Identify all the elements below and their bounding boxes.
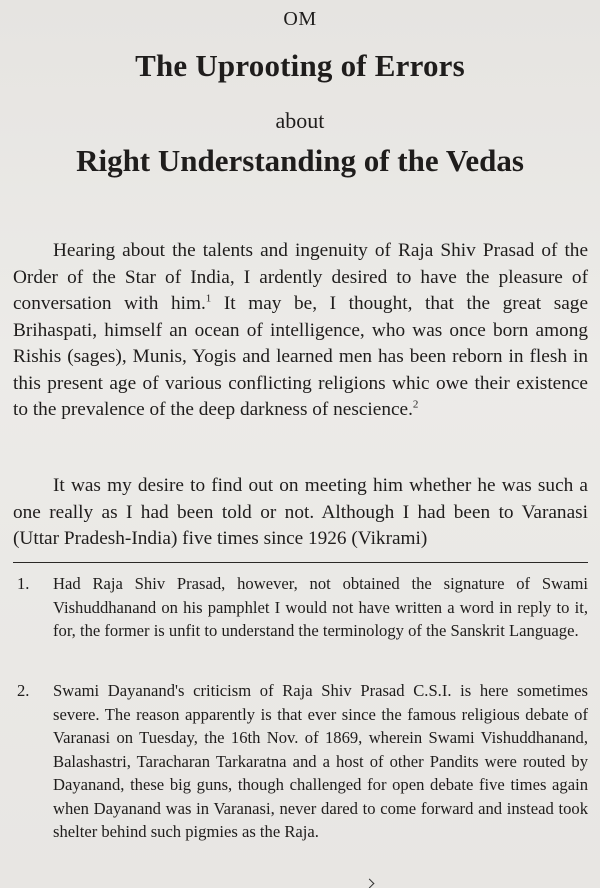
footnote-ref-1: 1 — [205, 292, 212, 305]
paragraph-1-part-a: Hearing about the talents and ingenuity of Raja Shiv Prasad of the Order of the Star of India, I ardently desired to have the pleasure of conversation with him. — [13, 240, 588, 314]
footnote-divider — [13, 562, 588, 563]
paragraph-1 — [13, 238, 588, 424]
footnote-ref-2: 2 — [412, 398, 419, 411]
footnote-2 — [13, 679, 588, 844]
footnote-1-text: Had Raja Shiv Prasad, however, not obtained the signature of Swami Vishuddhanand on his pamphlet I would not have written a word in reply to it, for, the former is unfit to understand the terminology of the Sanskrit Language. — [53, 574, 588, 640]
paragraph-1-part-b: It may be, I thought, that the great sage Brihaspati, himself an ocean of intelligence, who was once born among Rishis (sages), Munis, Yogis and learned men has been reborn in flesh in this present age of various conflicting religions whic owe their existence to the prevalence of the deep darkness of nescience. — [13, 293, 588, 420]
page-subtitle: Right Understanding of the Vedas — [76, 143, 524, 178]
footnote-1-number: 1. — [17, 574, 30, 593]
paragraph-2: It was my desire to find out on meeting him whether he was such a one really as I had been told or not. Although I had been to Varanasi (Uttar Pradesh-India) five times since 1926 (Vikrami) — [13, 475, 588, 549]
chevron-mark-icon — [365, 879, 375, 888]
footnote-1 — [13, 572, 588, 643]
footnote-2-text: Swami Dayanand's criticism of Raja Shiv Prasad C.S.I. is here sometimes severe. The reason apparently is that ever since the famous religious debate of Varanasi on Tuesday, the 16th Nov. of 1869, wherein Swami Vishuddhanand, Balashastri, Taracharan Tarkaratna and a host of other Pandits were routed by Dayanand, these big guns, though challenged for open debate five times again when Dayanand was in Varanasi, never dared to come forward and instead took shelter behind such pigmies as the Raja. — [53, 681, 588, 841]
footnote-2-number: 2. — [17, 681, 30, 700]
page-title: The Uprooting of Errors — [135, 48, 465, 83]
title-connector: about — [275, 108, 325, 133]
om-heading: OM — [283, 8, 317, 30]
